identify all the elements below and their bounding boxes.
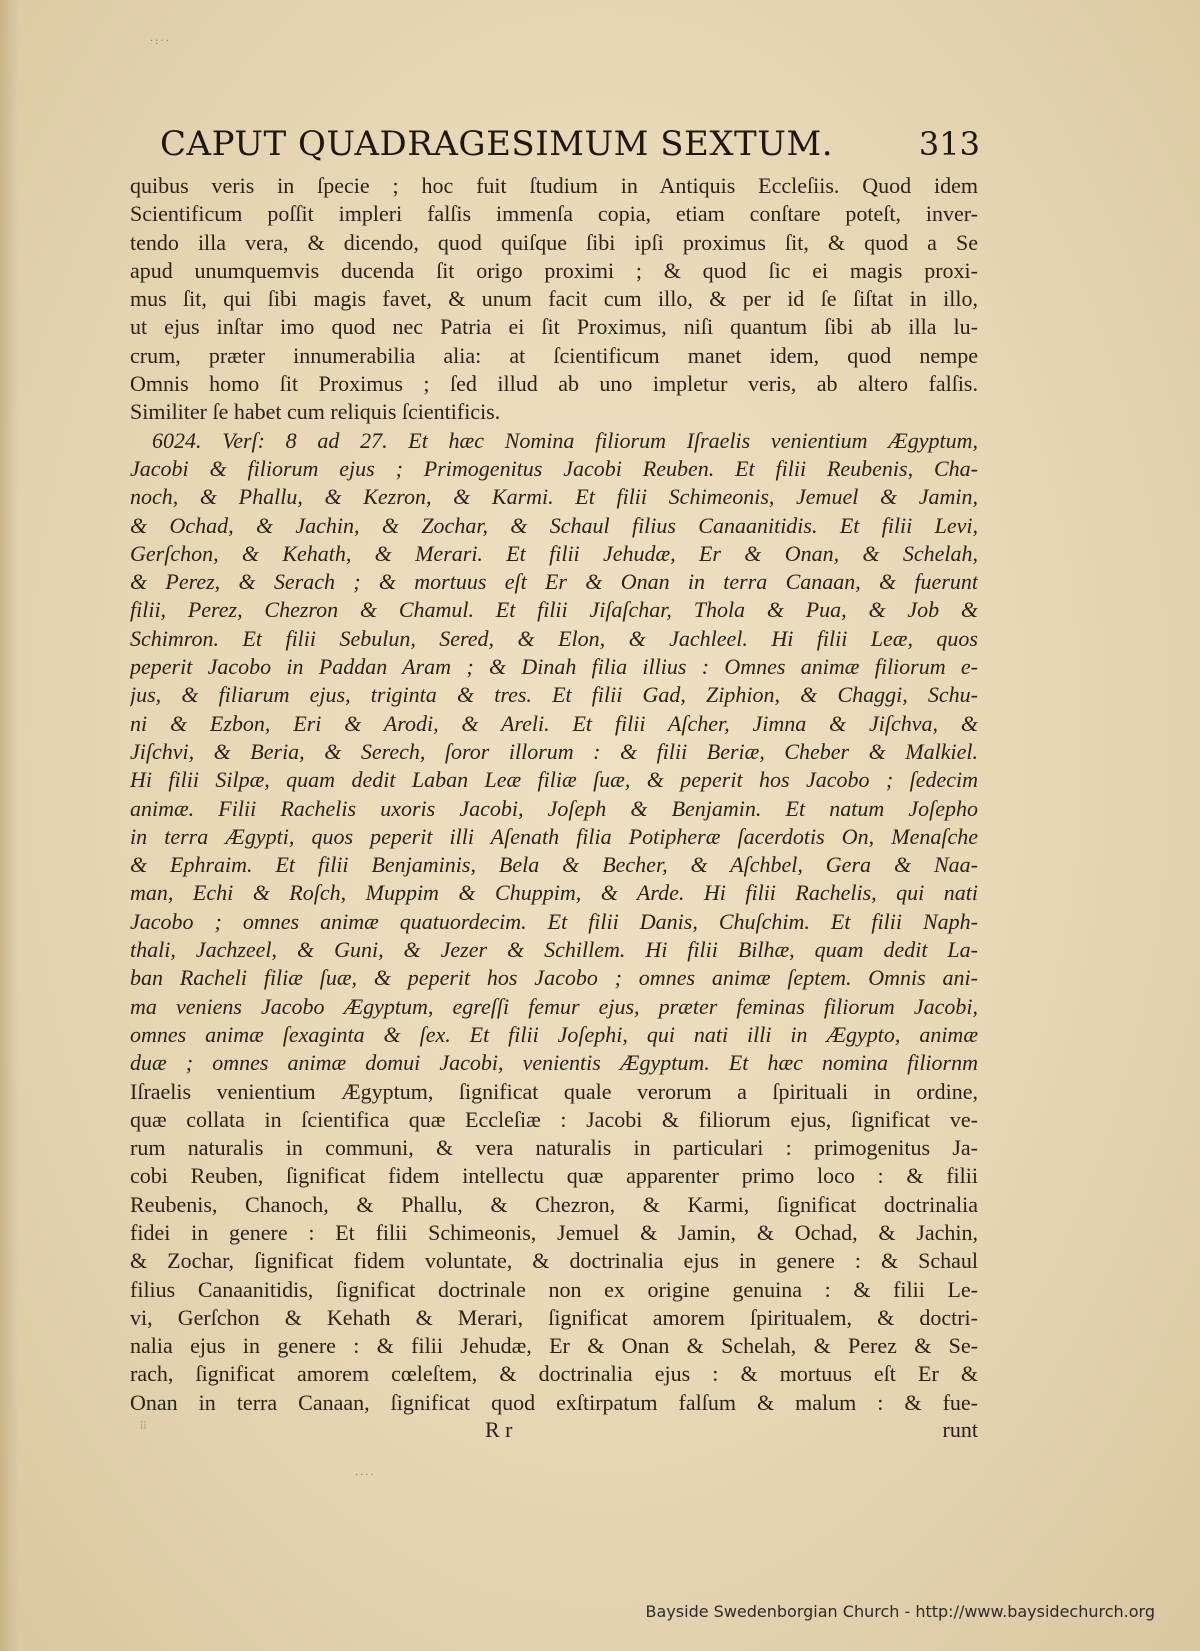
text-line: Scientificum poſſit impleri falſis immenſa copia, etiam conſtare poteſt, inver- — [130, 201, 978, 227]
text-line: & Ochad, & Jachin, & Zochar, & Schaul filius Canaanitidis. Et filii Levi, — [130, 512, 978, 538]
text-line: & Ephraim. Et filii Benjaminis, Bela & Becher, & Aſchbel, Gera & Naa- — [130, 852, 978, 878]
text-line: Similiter ſe habet cum reliquis ſcientificis. — [130, 399, 501, 425]
running-head — [160, 118, 980, 170]
bottom-ink-mark: ···· — [355, 1470, 376, 1481]
page-footer — [130, 1415, 978, 1445]
chapter-title: CAPUT QUADRAGESIMUM SEXTUM. — [160, 124, 833, 164]
text-line: Omnis homo ſit Proximus ; ſed illud ab uno impletur veris, ab altero falſis. — [130, 371, 978, 397]
text-line: rach, ſignificat amorem cœleſtem, & doctrinalia ejus : & mortuus eſt Er & — [130, 1361, 978, 1387]
text-line: ni & Ezbon, Eri & Arodi, & Areli. Et filii Aſcher, Jimna & Jiſchva, & — [130, 710, 978, 736]
text-line: fidei in genere : Et filii Schimeonis, Jemuel & Jamin, & Ochad, & Jachin, — [130, 1219, 978, 1245]
text-line: crum, præter innumerabilia alia: at ſcientificum manet idem, quod nempe — [130, 342, 978, 368]
text-line: Jacobi & filiorum ejus ; Primogenitus Jacobi Reuben. Et filii Reubenis, Cha- — [130, 455, 978, 481]
text-line: ma veniens Jacobo Ægyptum, egreſſi femur ejus, præter feminas filiorum Jacobi, — [130, 993, 978, 1019]
text-line: nalia ejus in genere : & filii Jehudæ, Er & Onan & Schelah, & Perez & Se- — [130, 1333, 978, 1359]
text-line: Gerſchon, & Kehath, & Merari. Et filii Jehudæ, Er & Onan, & Schelah, — [130, 540, 978, 566]
text-line: omnes animæ ſexaginta & ſex. Et filii Joſephi, qui nati illi in Ægypto, animæ — [130, 1021, 978, 1047]
text-line: duæ ; omnes animæ domui Jacobi, venientis Ægyptum. Et hæc nomina filiornm — [130, 1050, 978, 1076]
text-line: Jiſchvi, & Beria, & Serech, ſoror illorum : & filii Beriæ, Cheber & Malkiel. — [130, 738, 978, 764]
text-line: quibus veris in ſpecie ; hoc fuit ſtudium in Antiquis Eccleſiis. Quod idem — [130, 173, 978, 198]
text-line: ut ejus inſtar imo quod nec Patria ei ſit Proximus, niſi quantum ſibi ab illa lu- — [130, 314, 978, 340]
page-number: 313 — [918, 125, 980, 163]
body-text — [130, 172, 978, 1417]
page-edge-shadow — [0, 0, 18, 1651]
text-line-paragraph-start: 6024. Verſ: 8 ad 27. Et hæc Nomina filiorum Iſraelis venientium Ægyptum, — [152, 427, 978, 453]
text-line: in terra Ægypti, quos peperit illi Aſenath filia Potipheræ ſacerdotis On, Menaſche — [130, 823, 978, 849]
text-line: Schimron. Et filii Sebulun, Sered, & Elon, & Jachleel. Hi filii Leæ, quos — [130, 625, 978, 651]
text-line: cobi Reuben, ſignificat fidem intellectu quæ apparenter primo loco : & filii — [130, 1163, 978, 1189]
text-line: & Zochar, ſignificat fidem voluntate, & doctrinalia ejus in genere : & Schaul — [130, 1248, 978, 1274]
text-line: thali, Jachzeel, & Guni, & Jezer & Schillem. Hi filii Bilhæ, quam dedit La- — [130, 937, 978, 963]
text-line: jus, & filiarum ejus, triginta & tres. Et filii Gad, Ziphion, & Chaggi, Schu- — [130, 682, 978, 708]
text-line: apud unumquemvis ducenda ſit origo proximi ; & quod ſic ei magis proxi- — [130, 257, 978, 283]
text-line: Iſraelis venientium Ægyptum, ſignificat quale verorum a ſpirituali in ordine, — [130, 1078, 978, 1104]
text-line: vi, Gerſchon & Kehath & Merari, ſignificat amorem ſpiritualem, & doctri- — [130, 1304, 978, 1330]
text-line: & Perez, & Serach ; & mortuus eſt Er & Onan in terra Canaan, & fuerunt — [130, 569, 978, 595]
text-line: peperit Jacobo in Paddan Aram ; & Dinah filia illius : Omnes animæ filiorum e- — [130, 654, 978, 680]
text-line: Reubenis, Chanoch, & Phallu, & Chezron, & Karmi, ſignificat doctrinalia — [130, 1191, 978, 1217]
text-line: animæ. Filii Rachelis uxoris Jacobi, Joſeph & Benjamin. Et natum Joſepho — [130, 795, 978, 821]
text-line: filius Canaanitidis, ſignificat doctrinale non ex origine genuina : & filii Le- — [130, 1276, 978, 1302]
text-line: quæ collata in ſcientifica quæ Eccleſiæ : Jacobi & filiorum ejus, ſignificat ve- — [130, 1106, 978, 1132]
top-ink-mark: ·:·· — [150, 36, 171, 47]
text-line: tendo illa vera, & dicendo, quod quiſque ſibi ipſi proximus ſit, & quod a Se — [130, 229, 978, 255]
text-line: ban Racheli filiæ ſuæ, & peperit hos Jacobo ; omnes animæ ſeptem. Omnis ani- — [130, 965, 978, 991]
text-line: noch, & Phallu, & Kezron, & Karmi. Et filii Schimeonis, Jemuel & Jamin, — [130, 484, 978, 510]
text-line: Onan in terra Canaan, ſignificat quod exſtirpatum falſum & malum : & fue- — [130, 1389, 978, 1415]
text-line: Hi filii Silpæ, quam dedit Laban Leæ filiæ ſuæ, & peperit hos Jacobo ; ſedecim — [130, 767, 978, 793]
text-line: Jacobo ; omnes animæ quatuordecim. Et filii Danis, Chuſchim. Et filii Naph- — [130, 908, 978, 934]
catchword: runt — [942, 1417, 978, 1442]
text-line: filii, Perez, Chezron & Chamul. Et filii Jiſaſchar, Thola & Pua, & Job & — [130, 597, 978, 623]
text-line: man, Echi & Roſch, Muppim & Chuppim, & Arde. Hi filii Rachelis, qui nati — [130, 880, 978, 906]
watermark-text: Bayside Swedenborgian Church - http://www.baysidechurch.org — [645, 1602, 1155, 1621]
ink-blot-mark: ⁞⁞ — [140, 1418, 147, 1432]
text-line: rum naturalis in communi, & vera naturalis in particulari : primogenitus Ja- — [130, 1135, 978, 1161]
signature-mark: R r — [485, 1417, 513, 1442]
text-line: mus ſit, qui ſibi magis favet, & unum facit cum illo, & per id ſe ſiſtat in illo, — [130, 286, 978, 312]
